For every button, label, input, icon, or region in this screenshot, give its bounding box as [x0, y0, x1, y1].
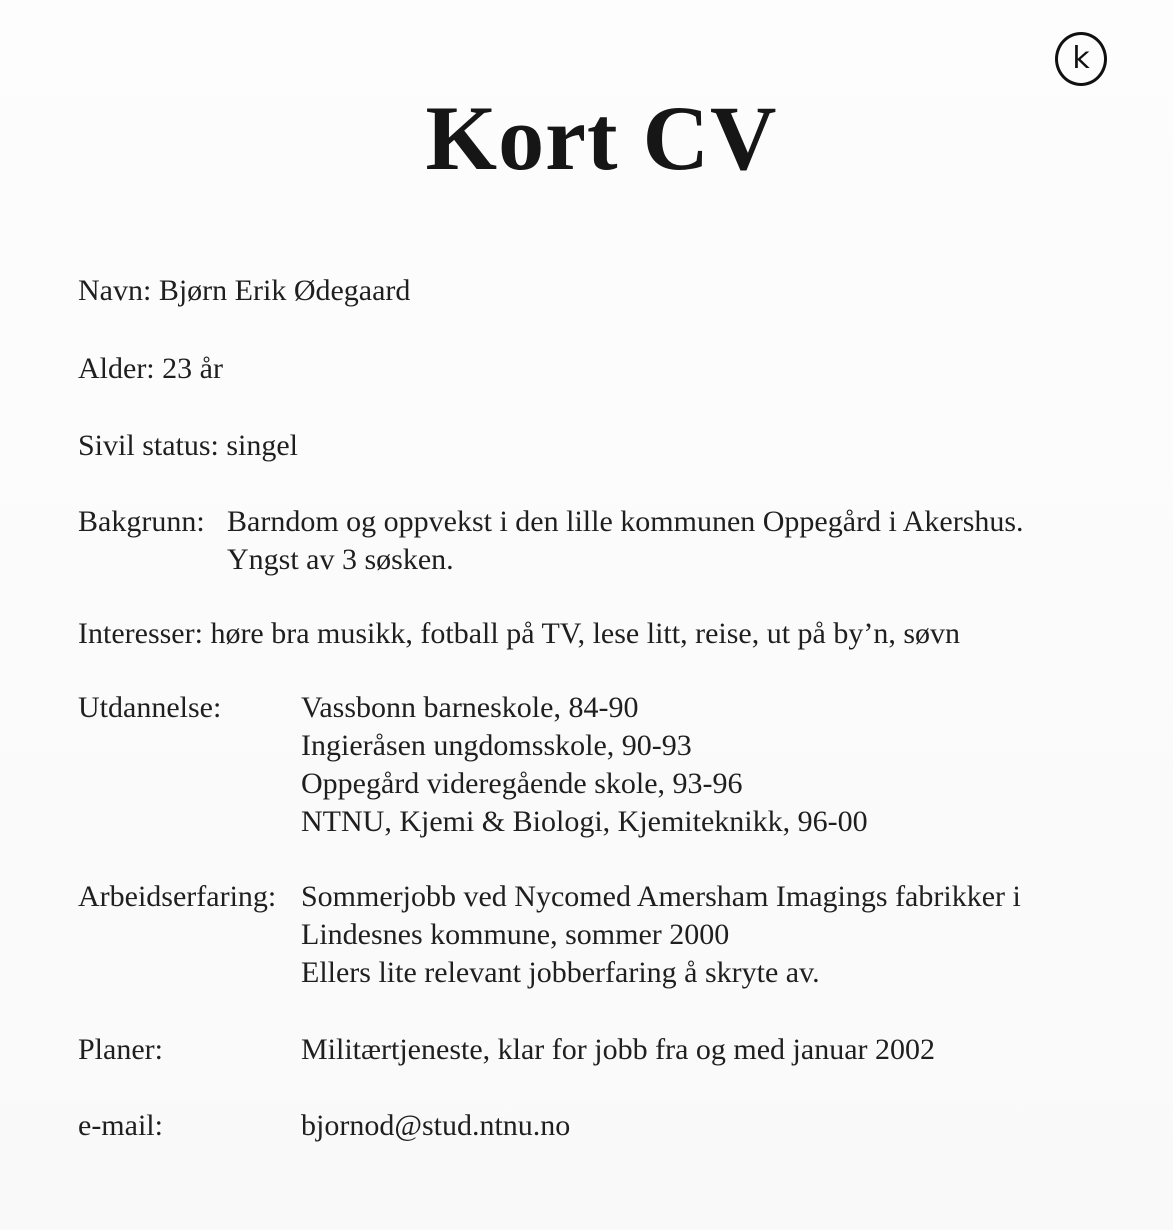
alder-row — [78, 350, 223, 388]
bakgrunn-label: Bakgrunn: — [78, 505, 205, 538]
arbeidserfaring-line: Lindesnes kommune, sommer 2000 — [301, 918, 730, 951]
arbeidserfaring-line: Ellers lite relevant jobberfaring å skryte av. — [301, 956, 820, 989]
utdannelse-label: Utdannelse: — [78, 691, 222, 724]
utdannelse-line: Ingieråsen ungdomsskole, 90-93 — [301, 729, 692, 762]
utdannelse-line: NTNU, Kjemi & Biologi, Kjemiteknikk, 96-00 — [301, 805, 868, 838]
sivil-status-row — [78, 427, 298, 465]
sivil-status-value: singel — [226, 429, 299, 462]
arbeidserfaring-value — [301, 878, 1021, 992]
utdannelse-value — [301, 689, 868, 841]
utdannelse-line: Oppegård videregående skole, 93-96 — [301, 767, 743, 800]
bakgrunn-value — [227, 503, 1024, 579]
interesser-value: høre bra musikk, fotball på TV, lese litt, reise, ut på by’n, søvn — [210, 617, 961, 650]
alder-value: 23 år — [162, 352, 223, 385]
arbeidserfaring-line: Sommerjobb ved Nycomed Amersham Imagings fabrikker i — [301, 880, 1021, 913]
planer-value: Militærtjeneste, klar for jobb fra og med januar 2002 — [301, 1033, 935, 1066]
bakgrunn-line: Yngst av 3 søsken. — [227, 543, 454, 576]
email-value: bjornod@stud.ntnu.no — [301, 1109, 571, 1142]
alder-label: Alder: — [78, 352, 155, 385]
document-title: Kort CV — [425, 87, 778, 189]
navn-row — [78, 272, 410, 310]
utdannelse-line: Vassbonn barneskole, 84-90 — [301, 691, 639, 724]
navn-label: Navn: — [78, 274, 152, 307]
interesser-label: Interesser: — [78, 617, 203, 650]
bakgrunn-line: Barndom og oppvekst i den lille kommunen Oppegård i Akershus. — [227, 505, 1024, 538]
interesser-row — [78, 615, 960, 653]
planer-label: Planer: — [78, 1033, 163, 1066]
sivil-status-label: Sivil status: — [78, 429, 219, 462]
circled-letter: k — [1072, 41, 1090, 76]
navn-value: Bjørn Erik Ødegaard — [158, 274, 411, 307]
circled-letter-mark — [1055, 32, 1107, 86]
arbeidserfaring-label: Arbeidserfaring: — [78, 880, 277, 913]
email-label: e-mail: — [78, 1109, 163, 1142]
